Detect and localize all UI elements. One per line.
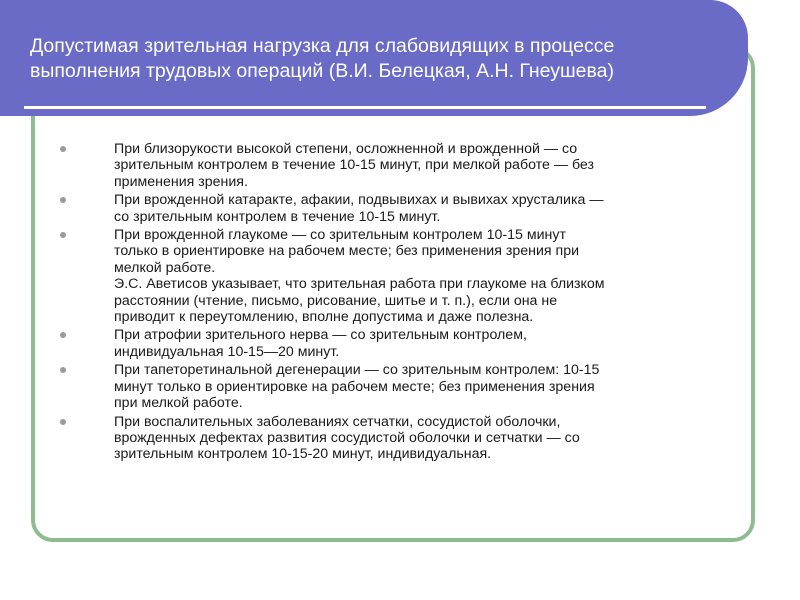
bullet-text-line: При врожденной катаракте, афакии, подвывихах и вывихах хрусталика — (114, 192, 604, 209)
bullet-item (60, 141, 740, 190)
bullet-text-line: при мелкой работе. (114, 395, 243, 412)
bullet-item (60, 362, 740, 411)
bullet-text-line: Э.С. Аветисов указывает, что зрительная работа при глаукоме на близком (114, 276, 605, 293)
bullet-text-line: При воспалительных заболеваниях сетчатки, сосудистой оболочки, (114, 413, 561, 430)
bullet-text-line: врожденных дефектах развития сосудистой оболочки и сетчатки — со (114, 429, 580, 446)
title-band (0, 0, 748, 116)
slide-title (30, 34, 730, 84)
bullet-text-line: со зрительным контролем в течение 10-15 минут. (114, 208, 441, 225)
bullet-dot-icon (60, 197, 66, 203)
bullet-text-line: При близорукости высокой степени, осложненной и врожденной — со (114, 141, 578, 157)
bullet-list (60, 141, 740, 465)
bullet-item (60, 192, 740, 225)
bullet-dot-icon (60, 367, 66, 373)
bullet-text-line: минут только в ориентировке на рабочем месте; без применения зрения (114, 378, 595, 395)
bullet-dot-icon (60, 419, 66, 425)
bullet-text-line: приводит к переутомлению, вполне допустима и даже полезна. (114, 309, 534, 326)
bullet-item (60, 414, 740, 463)
bullet-text-line: зрительным контролем 10-15-20 минут, индивидуальная. (114, 446, 492, 463)
title-underline (24, 106, 706, 109)
title-line: выполнения трудовых операций (В.И. Белецкая, А.Н. Гнеушева) (30, 60, 614, 82)
bullet-text-line: При тапеторетинальной дегенерации — со зрительным контролем: 10-15 (114, 362, 600, 379)
bullet-text-line: только в ориентировке на рабочем месте; без применения зрения при (114, 243, 580, 260)
bullet-text-line: При врожденной глаукоме — со зрительным контролем 10-15 минут (114, 227, 566, 244)
bullet-dot-icon (60, 332, 66, 338)
bullet-text-line: мелкой работе. (114, 259, 216, 276)
bullet-item (60, 227, 740, 325)
bullet-text-line: зрительным контролем в течение 10-15 минут, при мелкой работе — без (114, 157, 595, 174)
bullet-text-line: применения зрения. (114, 173, 248, 190)
bullet-dot-icon (60, 146, 66, 152)
bullet-item (60, 327, 740, 360)
bullet-text-line: расстоянии (чтение, письмо, рисование, шитье и т. п.), если она не (114, 292, 558, 309)
bullet-text-line: индивидуальная 10-15—20 минут. (114, 343, 340, 360)
title-line: Допустимая зрительная нагрузка для слабовидящих в процессе (30, 35, 615, 57)
bullet-text-line: При атрофии зрительного нерва — со зрительным контролем, (114, 327, 527, 344)
bullet-dot-icon (60, 232, 66, 238)
